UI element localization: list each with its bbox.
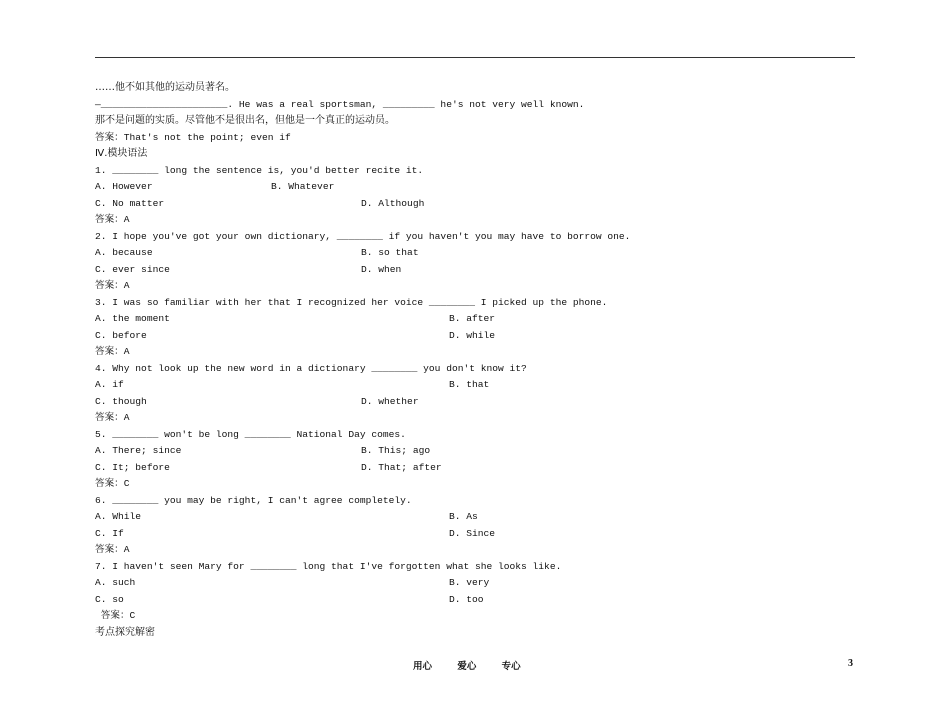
option-choice: D. Since: [449, 527, 496, 539]
page-number: 3: [848, 658, 853, 669]
option-choice: B. As: [449, 511, 478, 522]
text-line: 考点探究解密: [95, 626, 155, 638]
text-line: Ⅳ.模块语法: [95, 148, 148, 159]
answer-line: 答案：That's not the point; even if: [95, 131, 291, 143]
text-line: 7. I haven't seen Mary for ________ long that I've forgotten what she looks like.: [95, 560, 562, 572]
footer-motto: [413, 658, 543, 672]
option-row: [95, 377, 855, 394]
option-choice: C. though: [95, 395, 147, 407]
option-row: [95, 311, 855, 328]
option-choice: C. ever since: [95, 263, 170, 275]
answer-line: 答案：A: [95, 412, 130, 423]
footer-motto-3: 专心: [501, 661, 521, 672]
answer-line: 答案：A: [95, 280, 130, 291]
text-line: 那不是问题的实质。尽管他不是很出名，但他是一个真正的运动员。: [95, 115, 395, 126]
option-choice: B. very: [449, 577, 490, 588]
text-line: ……他不如其他的运动员著名。: [95, 82, 235, 93]
answer-line: 答案：A: [95, 214, 130, 225]
answer-line: 答案：C: [95, 610, 136, 621]
answer-line: 答案：A: [95, 544, 130, 555]
option-choice: D. whether: [361, 395, 419, 407]
option-choice: A. the moment: [95, 313, 170, 324]
option-choice: D. Although: [361, 197, 425, 209]
option-choice: D. That; after: [361, 461, 442, 473]
text-line: 2. I hope you've got your own dictionary, ________ if you haven't you may have to borrow one.: [95, 230, 631, 242]
document-body: [95, 80, 855, 641]
option-choice: A. However: [95, 181, 153, 192]
option-choice: C. so: [95, 593, 124, 605]
option-choice: C. before: [95, 329, 147, 341]
header-rule: [95, 57, 855, 58]
option-choice: D. while: [449, 329, 496, 341]
option-choice: C. If: [95, 527, 124, 539]
option-row: [95, 575, 855, 592]
option-row: [95, 443, 855, 460]
option-row: [95, 509, 855, 526]
option-row: [95, 460, 855, 477]
text-line: 3. I was so familiar with her that I recognized her voice ________ I picked up the phone.: [95, 296, 608, 308]
option-choice: B. after: [449, 313, 496, 324]
option-choice: B. This; ago: [361, 445, 431, 456]
option-choice: D. too: [449, 593, 484, 605]
page-footer: [0, 658, 950, 674]
text-line: 4. Why not look up the new word in a dictionary ________ you don't know it?: [95, 362, 527, 374]
option-row: [95, 328, 855, 345]
text-line: —______________________. He was a real sportsman, _________ he's not very well known.: [95, 98, 585, 110]
answer-line: 答案：C: [95, 478, 130, 489]
option-row: [95, 245, 855, 262]
option-choice: A. because: [95, 247, 153, 258]
option-choice: C. No matter: [95, 197, 165, 209]
option-choice: A. if: [95, 379, 124, 390]
text-line: 1. ________ long the sentence is, you'd better recite it.: [95, 164, 424, 176]
footer-motto-2: 爱心: [457, 661, 477, 672]
option-choice: A. While: [95, 511, 142, 522]
option-row: [95, 179, 855, 196]
option-row: [95, 262, 855, 279]
text-line: 6. ________ you may be right, I can't agree completely.: [95, 494, 412, 506]
option-row: [95, 526, 855, 543]
option-row: [95, 394, 855, 411]
option-choice: B. Whatever: [271, 181, 335, 192]
option-choice: A. There; since: [95, 445, 182, 456]
option-choice: D. when: [361, 263, 402, 275]
footer-motto-1: 用心: [413, 661, 433, 672]
option-row: [95, 196, 855, 213]
text-line: 5. ________ won't be long ________ National Day comes.: [95, 428, 406, 440]
option-choice: A. such: [95, 577, 136, 588]
option-choice: C. It; before: [95, 461, 170, 473]
option-choice: B. that: [449, 379, 490, 390]
answer-line: 答案：A: [95, 346, 130, 357]
option-row: [95, 592, 855, 609]
option-choice: B. so that: [361, 247, 419, 258]
